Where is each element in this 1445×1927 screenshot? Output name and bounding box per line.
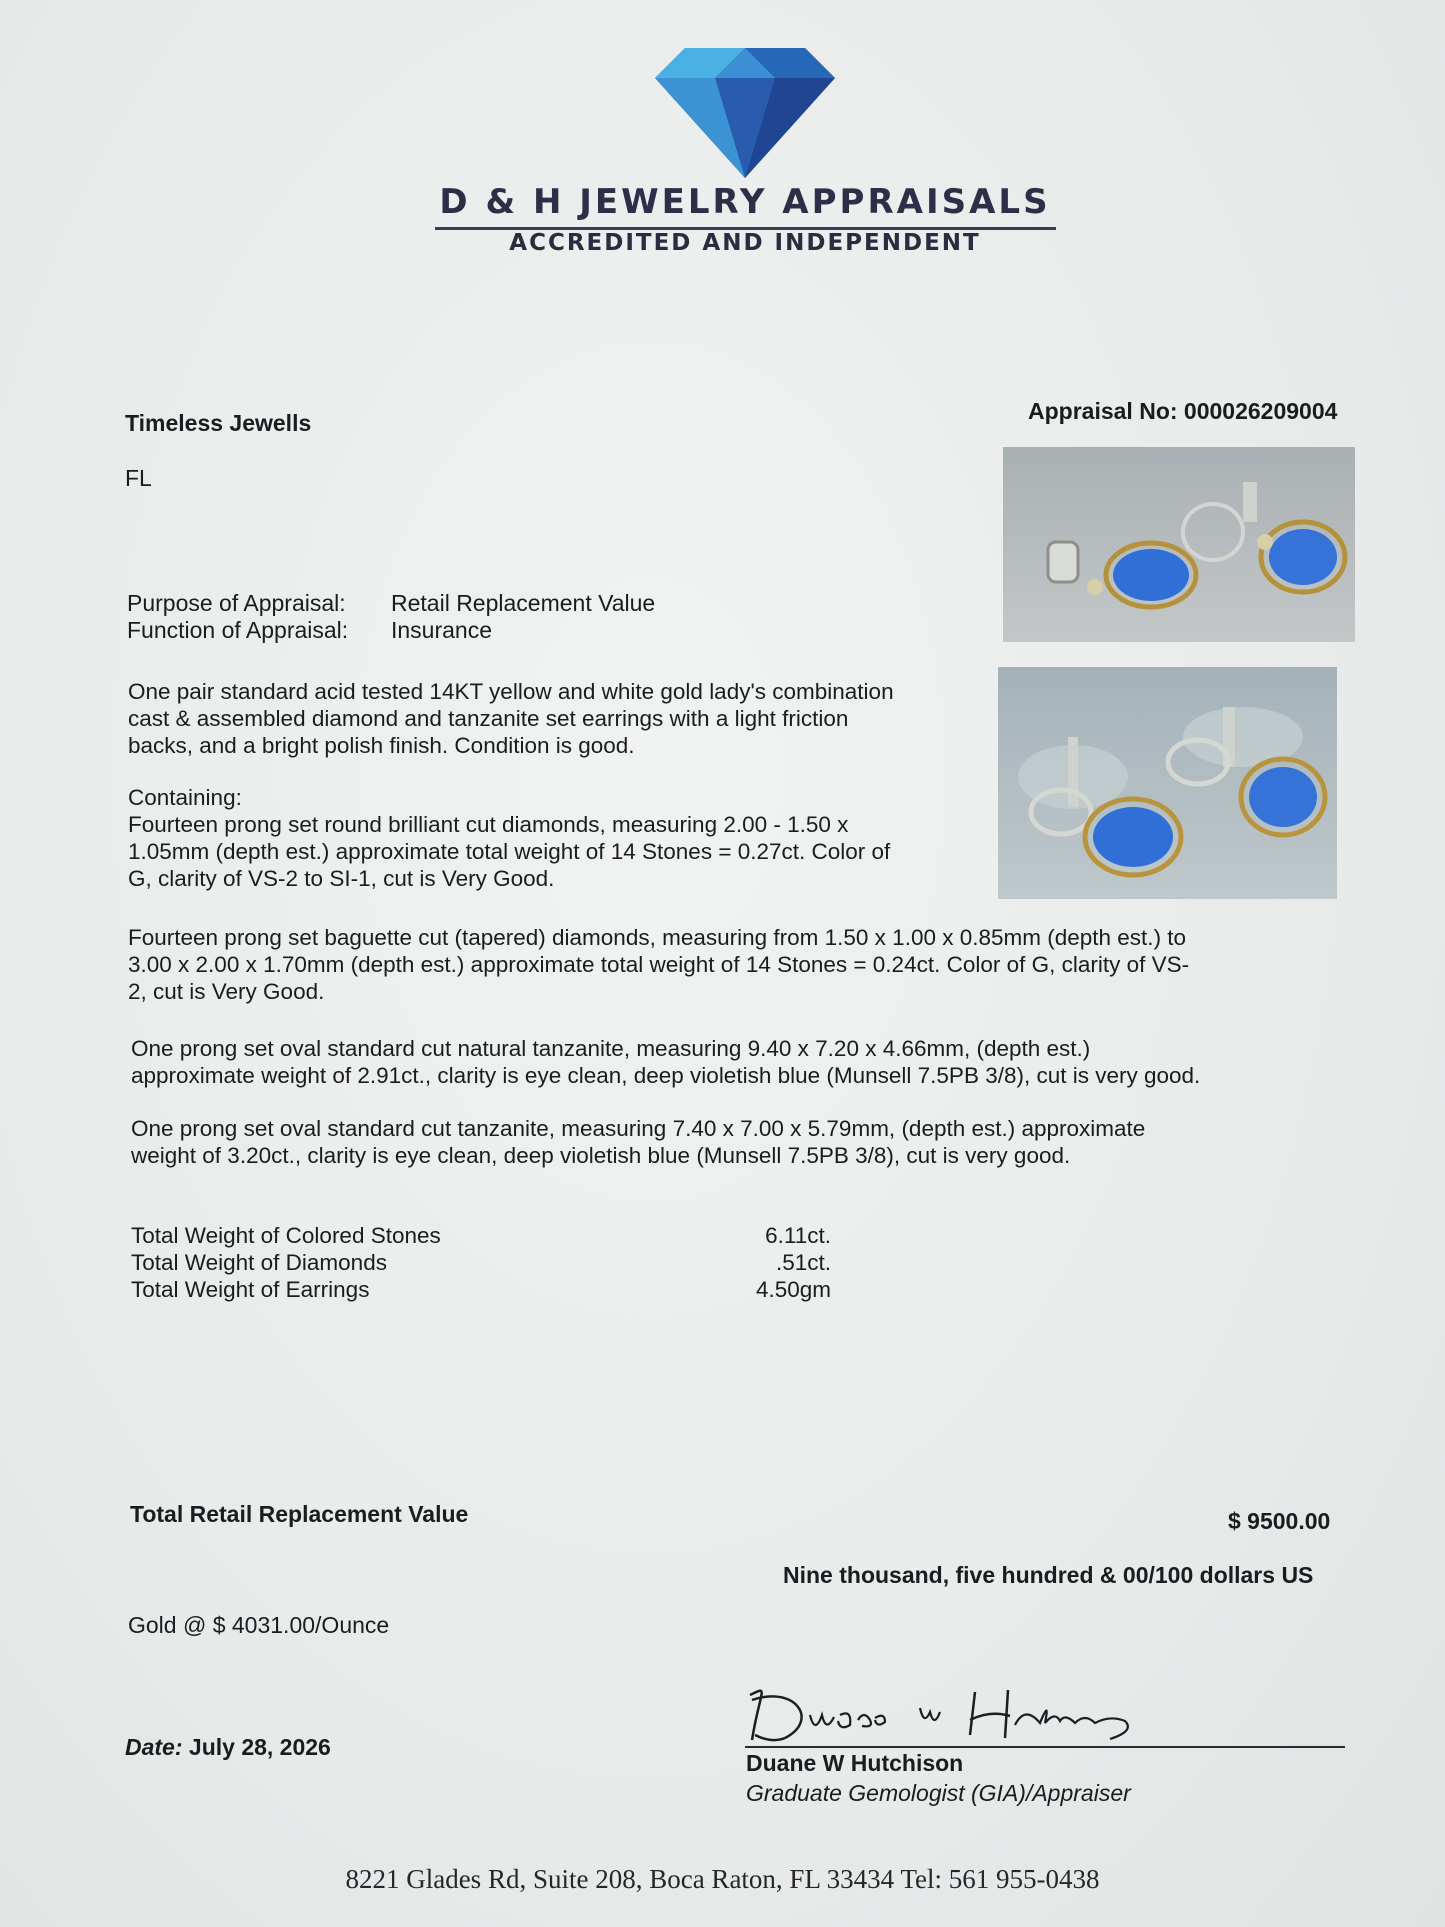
total-value: 4.50gm	[755, 1277, 831, 1302]
tanzanite-2-line: weight of 3.20ct., clarity is eye clean, deep violetish blue (Munsell 7.5PB 3/8), cut is very good.	[131, 1143, 1071, 1168]
round-diamonds-line: 1.05mm (depth est.) approximate total weight of 14 Stones = 0.27ct. Color of	[128, 839, 891, 864]
appraisal-number-value: 000026209004	[1183, 398, 1338, 424]
earrings-photo-bottom	[998, 667, 1337, 899]
description-line: cast & assembled diamond and tanzanite set earrings with a light friction	[128, 706, 849, 731]
total-label: Total Weight of Diamonds	[131, 1250, 387, 1275]
tanzanite-2-line: One prong set oval standard cut tanzanite, measuring 7.40 x 7.00 x 5.79mm, (depth est.) approximate	[131, 1116, 1146, 1141]
total-label: Total Weight of Earrings	[131, 1277, 370, 1302]
purpose-row	[127, 590, 655, 617]
round-diamonds-line: Fourteen prong set round brilliant cut diamonds, measuring 2.00 - 1.50 x	[128, 812, 849, 837]
tanzanite-stone-right	[1249, 767, 1317, 827]
baguette-diamonds-line: Fourteen prong set baguette cut (tapered) diamonds, measuring from 1.50 x 1.00 x 0.85mm (depth est.) to	[128, 925, 1187, 950]
description-line: One pair standard acid tested 14KT yellow and white gold lady's combination	[128, 679, 894, 704]
tanzanite-stone-left	[1093, 807, 1173, 867]
total-earrings-row	[131, 1276, 831, 1303]
earrings-photo-top	[1003, 447, 1355, 642]
tanzanite-2-paragraph	[131, 1115, 1145, 1169]
total-value: .51ct.	[775, 1250, 831, 1275]
purpose-value: Retail Replacement Value	[391, 590, 656, 616]
purpose-label: Purpose of Appraisal:	[127, 590, 346, 616]
replacement-value-label: Total Retail Replacement Value	[130, 1501, 469, 1527]
tanzanite-stone-right	[1269, 529, 1337, 585]
function-value: Insurance	[391, 617, 493, 643]
total-label: Total Weight of Colored Stones	[131, 1223, 441, 1248]
client-state: FL	[125, 465, 152, 491]
replacement-value-words: Nine thousand, five hundred & 00/100 dollars US	[783, 1562, 1314, 1588]
baguette-diamonds-paragraph	[128, 924, 1189, 1005]
baguette-diamonds-line: 2, cut is Very Good.	[128, 979, 325, 1004]
description-line: backs, and a bright polish finish. Condition is good.	[128, 733, 635, 758]
total-value: 6.11ct.	[765, 1223, 831, 1248]
tanzanite-1-line: approximate weight of 2.91ct., clarity is eye clean, deep violetish blue (Munsell 7.5PB 3/8), cut is very good.	[131, 1063, 1201, 1088]
gold-price: Gold @ $ 4031.00/Ounce	[128, 1612, 390, 1638]
tanzanite-1-paragraph	[131, 1035, 1200, 1089]
appraiser-title: Graduate Gemologist (GIA)/Appraiser	[746, 1780, 1131, 1806]
company-tagline: ACCREDITED AND INDEPENDENT	[509, 230, 981, 256]
function-row	[127, 617, 492, 644]
appraiser-name: Duane W Hutchison	[746, 1750, 964, 1776]
appraisal-number-label: Appraisal No:	[1028, 398, 1178, 424]
round-diamonds-line: G, clarity of VS-2 to SI-1, cut is Very Good.	[128, 866, 555, 891]
footer-address: 8221 Glades Rd, Suite 208, Boca Raton, FL 33434 Tel: 561 955-0438	[345, 1864, 1100, 1894]
tanzanite-stone-left	[1113, 549, 1189, 601]
signature-line	[745, 1746, 1345, 1748]
containing-label: Containing:	[128, 785, 242, 810]
appraisal-number	[1028, 398, 1337, 425]
tanzanite-1-line: One prong set oval standard cut natural tanzanite, measuring 9.40 x 7.20 x 4.66mm, (depth est.)	[131, 1036, 1091, 1061]
date-label: Date:	[125, 1734, 183, 1760]
round-diamonds-paragraph	[128, 811, 890, 892]
item-description	[128, 678, 894, 759]
date-value: July 28, 2026	[188, 1734, 331, 1760]
diamond-gem-icon	[655, 48, 835, 178]
handwritten-signature	[740, 1680, 1160, 1750]
total-colored-stones-row	[131, 1222, 831, 1249]
function-label: Function of Appraisal:	[127, 617, 349, 643]
company-name: D & H JEWELRY APPRAISALS	[439, 182, 1051, 222]
appraisal-date	[125, 1734, 331, 1761]
baguette-diamonds-line: 3.00 x 2.00 x 1.70mm (depth est.) approximate total weight of 14 Stones = 0.24ct. Color of G, clarity of VS-	[128, 952, 1190, 977]
client-name: Timeless Jewells	[125, 410, 312, 436]
total-diamonds-row	[131, 1249, 831, 1276]
replacement-value-amount: $ 9500.00	[1228, 1508, 1331, 1534]
